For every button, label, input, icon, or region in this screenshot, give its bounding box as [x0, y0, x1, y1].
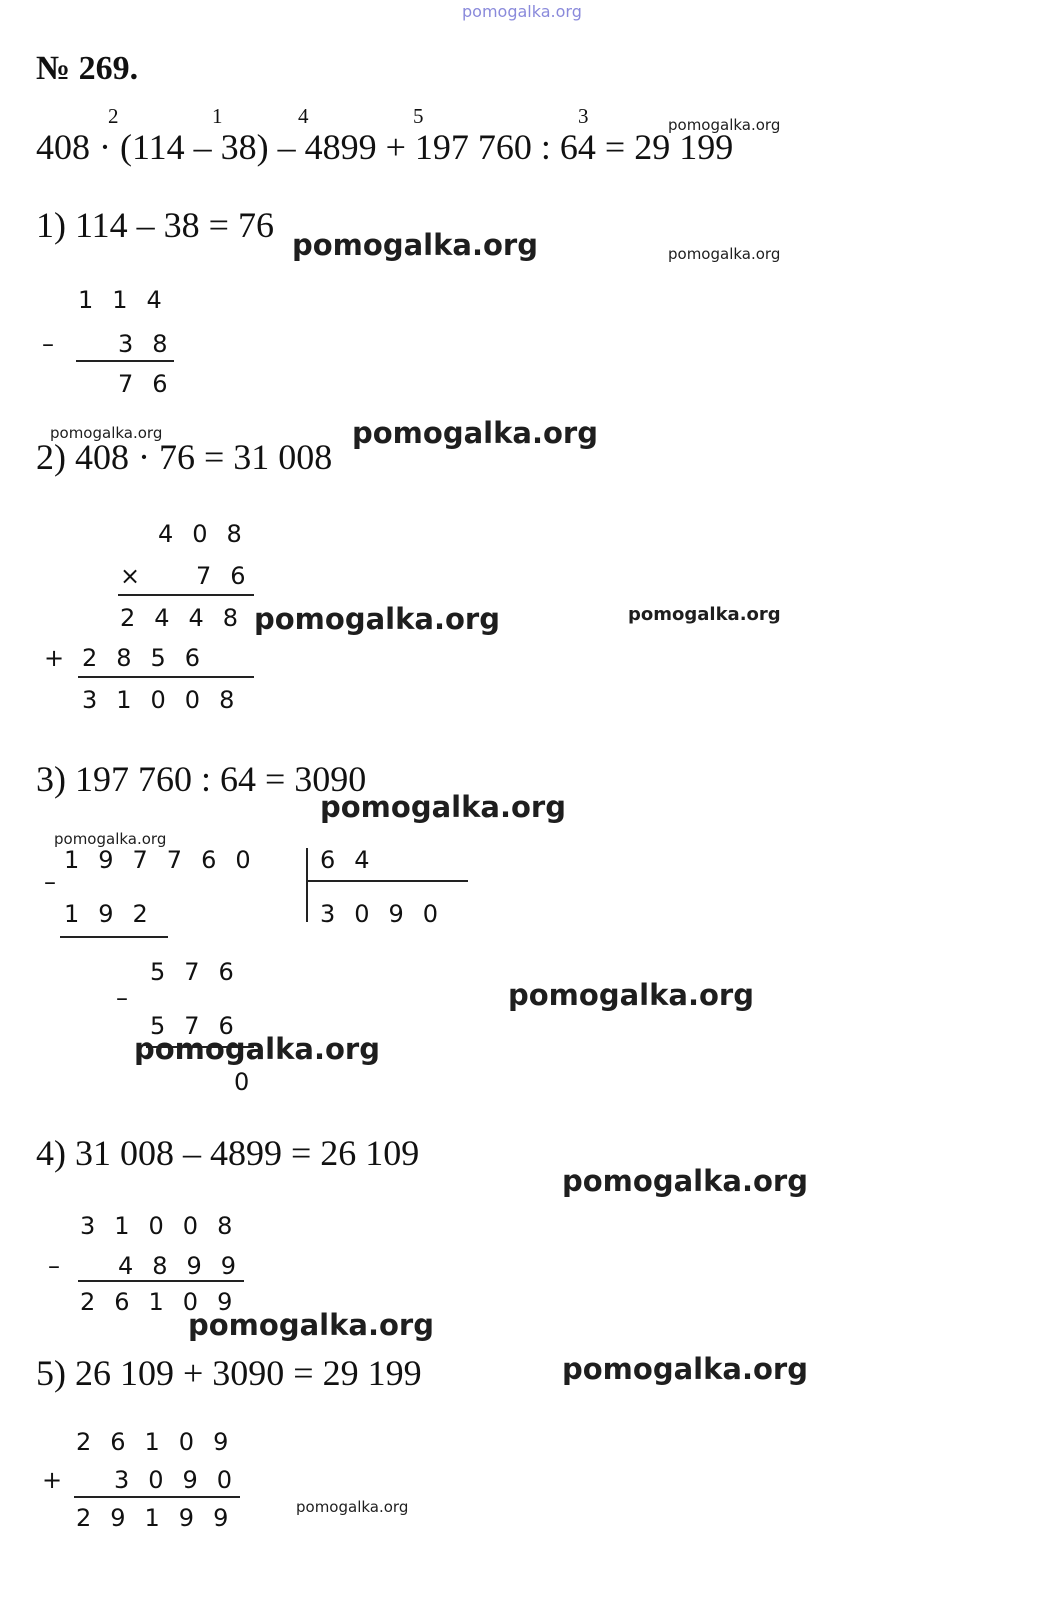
division-divisor: 64 [320, 846, 389, 874]
order-mark: 2 [108, 104, 119, 128]
division-dividend: 197760 [64, 846, 270, 874]
watermark: pomogalka.org [54, 830, 167, 848]
column-line [118, 594, 254, 596]
watermark: pomogalka.org [562, 1164, 808, 1198]
column-bottom: 4899 [118, 1252, 256, 1280]
watermark: pomogalka.org [292, 228, 538, 262]
watermark: pomogalka.org [668, 116, 781, 134]
step-4-label: 4) 31 008 – 4899 = 26 109 [36, 1133, 420, 1173]
column-bottom: 76 [196, 562, 265, 590]
division-minus: – [44, 868, 56, 896]
column-partial: 2448 [120, 604, 258, 632]
step-5-label: 5) 26 109 + 3090 = 29 199 [36, 1353, 422, 1393]
division-subtrahend: 576 [150, 1012, 253, 1040]
column-top: 408 [158, 520, 261, 548]
division-bar [306, 848, 308, 922]
watermark: pomogalka.org [668, 245, 781, 263]
column-plus: + [44, 644, 65, 672]
watermark: pomogalka.org [628, 604, 781, 625]
watermark: pomogalka.org [562, 1352, 808, 1386]
step-2-label: 2) 408 · 76 = 31 008 [36, 437, 333, 477]
column-operator: – [42, 330, 54, 358]
step-3-label: 3) 197 760 : 64 = 3090 [36, 759, 367, 799]
column-result: 31008 [82, 686, 254, 714]
column-result: 26109 [80, 1288, 252, 1316]
column-top: 26109 [76, 1428, 248, 1456]
watermark: pomogalka.org [296, 1498, 409, 1516]
column-partial: 2856 [82, 644, 220, 672]
main-expression: 408 · (114 – 38) – 4899 + 197 760 : 64 = 29 199 [36, 127, 734, 167]
problem-title: № 269. [36, 50, 139, 87]
column-bottom: 38 [118, 330, 187, 358]
column-line [78, 676, 254, 678]
column-operator: – [48, 1252, 60, 1280]
watermark: pomogalka.org [134, 1032, 380, 1066]
column-top: 114 [78, 286, 181, 314]
column-operator: + [42, 1466, 63, 1494]
division-final: 0 [234, 1068, 250, 1096]
division-quotient: 3090 [320, 900, 458, 928]
step-1-label: 1) 114 – 38 = 76 [36, 205, 274, 245]
header-watermark: pomogalka.org [462, 2, 582, 21]
watermark: pomogalka.org [320, 790, 566, 824]
watermark: pomogalka.org [188, 1308, 434, 1342]
order-mark: 5 [413, 104, 424, 128]
column-line [78, 1280, 244, 1282]
column-result: 76 [118, 370, 187, 398]
column-result: 29199 [76, 1504, 248, 1532]
order-mark: 3 [578, 104, 589, 128]
division-line [306, 880, 468, 882]
column-line [76, 360, 174, 362]
watermark: pomogalka.org [508, 978, 754, 1012]
watermark: pomogalka.org [50, 424, 163, 442]
order-mark: 4 [298, 104, 309, 128]
division-remainder: 576 [150, 958, 253, 986]
division-line [60, 936, 168, 938]
watermark: pomogalka.org [352, 416, 598, 450]
division-subtrahend: 192 [64, 900, 167, 928]
division-minus: – [116, 984, 128, 1012]
column-top: 31008 [80, 1212, 252, 1240]
column-bottom: 3090 [114, 1466, 252, 1494]
column-line [74, 1496, 240, 1498]
watermark: pomogalka.org [254, 602, 500, 636]
order-mark: 1 [212, 104, 223, 128]
column-operator: × [120, 562, 141, 590]
